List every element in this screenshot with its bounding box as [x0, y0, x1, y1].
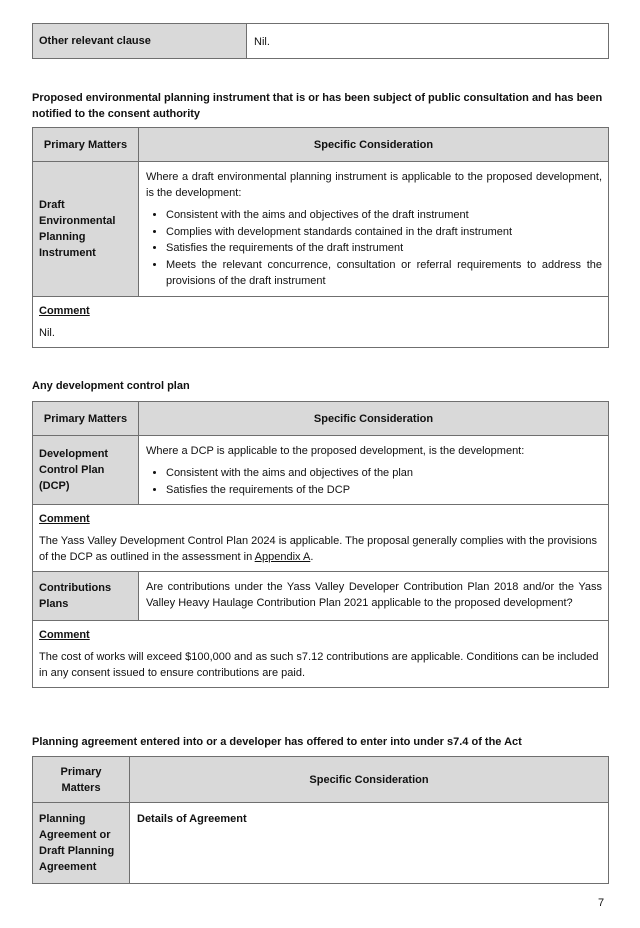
- section2-heading: Any development control plan: [32, 380, 190, 392]
- dcp-comment: [33, 505, 609, 572]
- col-specific-consideration: Specific Consideration: [139, 402, 609, 436]
- other-clause-label: Other relevant clause: [33, 24, 247, 59]
- draft-epi-bullets: [146, 207, 602, 290]
- contributions-consideration: Are contributions under the Yass Valley Developer Contribution Plan 2018 and/or the Yass Valley Heavy Haulage Contribution Plan 2021 applicable to the proposed development?: [139, 572, 609, 621]
- section3-heading: Planning agreement entered into or a developer has offered to enter into under s7.4 of the Act: [32, 736, 522, 748]
- comment-text: The Yass Valley Development Control Plan 2024 is applicable. The proposal generally complies with the provisions of the DCP as outlined in the assessment in: [39, 535, 598, 563]
- col-specific-consideration: Specific Consideration: [130, 757, 609, 803]
- other-clause-value: Nil.: [247, 24, 609, 59]
- section1-heading: Proposed environmental planning instrument that is or has been subject of public consultation and has been notified to the consent authority: [32, 92, 603, 120]
- col-primary-matters: Primary Matters: [33, 128, 139, 162]
- bullet-item: • Complies with development standards contained in the draft instrument: [166, 224, 602, 241]
- page-number: 7: [598, 897, 605, 909]
- comment-heading: Comment: [39, 629, 90, 641]
- draft-epi-table: [32, 127, 609, 348]
- agreement-details: Details of Agreement: [130, 803, 609, 884]
- other-clause-table: [32, 23, 609, 59]
- bullet-item: • Satisfies the requirements of the draft instrument: [166, 240, 602, 257]
- draft-epi-consideration: [139, 162, 609, 297]
- comment-heading: Comment: [39, 304, 90, 317]
- contributions-comment: [33, 621, 609, 688]
- planning-agreement-label: Planning Agreement or Draft Planning Agreement: [33, 803, 130, 884]
- dcp-label: Development Control Plan (DCP): [33, 436, 139, 505]
- dcp-consideration: [139, 436, 609, 505]
- col-primary-matters: Primary Matters: [33, 402, 139, 436]
- planning-agreement-table: [32, 756, 609, 884]
- appendix-a-link[interactable]: Appendix A: [254, 551, 311, 563]
- dcp-intro: Where a DCP is applicable to the proposed development, is the development:: [146, 445, 525, 457]
- bullet-item: • Satisfies the requirements of the DCP: [166, 482, 602, 499]
- draft-epi-label: Draft Environmental Planning Instrument: [33, 162, 139, 297]
- dcp-table: [32, 401, 609, 688]
- draft-epi-comment: [33, 296, 609, 347]
- contributions-label: Contributions Plans: [33, 572, 139, 621]
- comment-text: The cost of works will exceed $100,000 and as such s7.12 contributions are applicable. Conditions can be included in any consent issued to ensure contributions are paid.: [39, 651, 599, 679]
- col-primary-matters: Primary Matters: [33, 757, 130, 803]
- comment-text: Nil.: [39, 326, 55, 339]
- comment-heading: Comment: [39, 513, 90, 525]
- bullet-item: • Consistent with the aims and objectives of the plan: [166, 465, 602, 482]
- comment-text-end: .: [310, 551, 314, 563]
- draft-epi-intro: Where a draft environmental planning instrument is applicable to the proposed development, is the development:: [146, 171, 602, 199]
- col-specific-consideration: Specific Consideration: [139, 128, 609, 162]
- bullet-item: • Consistent with the aims and objectives of the draft instrument: [166, 207, 602, 224]
- dcp-bullets: [146, 465, 602, 498]
- bullet-item: • Meets the relevant concurrence, consultation or referral requirements to address the provisions of the draft instrument: [166, 257, 602, 290]
